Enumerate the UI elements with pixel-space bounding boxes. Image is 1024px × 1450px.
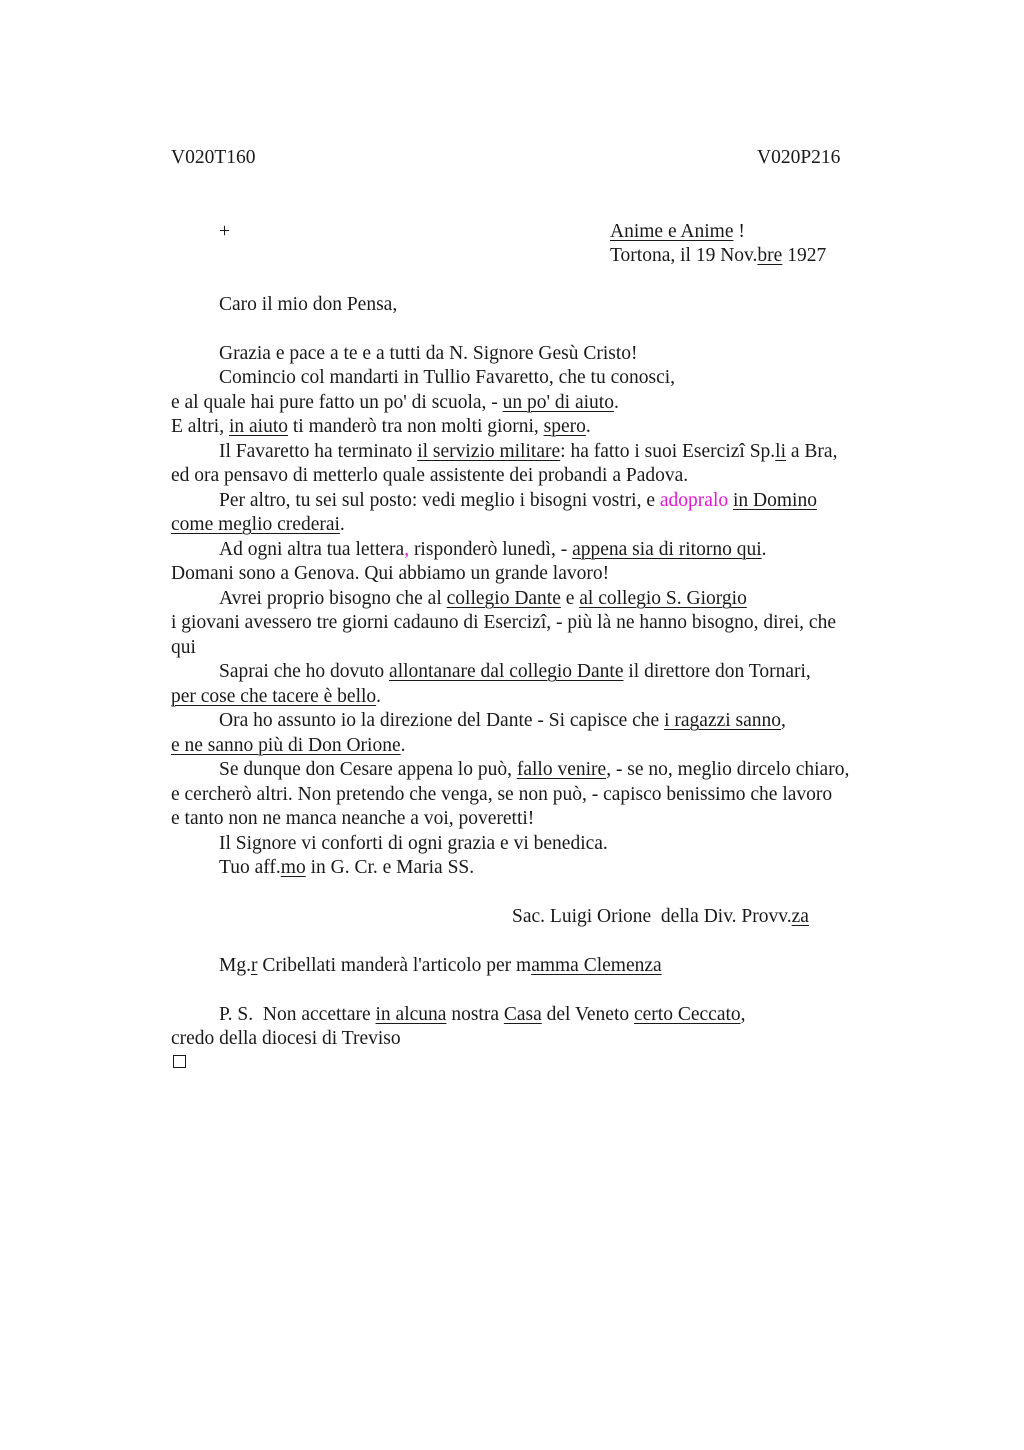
underlined-span: fallo venire [516, 759, 607, 780]
underlined-span: il servizio militare [417, 441, 561, 462]
body-line-1: Grazia e pace a te e a tutti da N. Signore Gesù Cristo! [219, 343, 638, 364]
doc-code-right: V020P216 [757, 147, 841, 168]
text-span: Ad ogni altra tua lettera [219, 539, 405, 560]
underlined-span: li [775, 441, 787, 462]
underlined-span: in aiuto [228, 416, 288, 437]
body-line-19: e cercherò altri. Non pretendo che venga, se non può, - capisco benissimo che lavoro [171, 784, 833, 805]
place-date-text: Tortona, il 19 Nov. [610, 245, 758, 266]
body-line-8 [171, 513, 345, 537]
text-span: Saprai che ho dovuto [219, 661, 390, 682]
body-line-6: ed ora pensavo di metterlo quale assistente dei probandi a Padova. [171, 465, 689, 486]
text-span: il direttore don Tornari, [623, 661, 811, 682]
highlighted-span: adopralo [659, 490, 729, 511]
body-line-10: Domani sono a Genova. Qui abbiamo un grande lavoro! [171, 563, 610, 584]
body-line-2: Comincio col mandarti in Tullio Favaretto, che tu conosci, [219, 367, 676, 388]
text-span: . [585, 416, 591, 437]
body-line-12 [171, 611, 836, 635]
text-span: i giovani avessero tre giorni cadauno di Esercizi, - più là ne hanno bisogno, direi, che [171, 612, 836, 633]
text-span: a Bra, [786, 441, 838, 462]
text-span: del Veneto [541, 1004, 634, 1025]
postscript-line-1 [219, 1003, 746, 1027]
body-line-16 [219, 709, 786, 733]
place-date-bre: bre [757, 245, 783, 266]
text-span: , - se no, meglio dircelo chiaro, [606, 759, 850, 780]
text-span: , [740, 1004, 746, 1025]
doc-code-left: V020T160 [171, 147, 256, 168]
signature-abbrev: za [791, 906, 809, 927]
text-span: Sp. [744, 441, 776, 462]
underlined-span: in alcuna [375, 1004, 447, 1025]
signature [512, 905, 809, 929]
text-span: . [761, 539, 767, 560]
body-line-22 [219, 856, 474, 880]
text-span: Tuo aff. [219, 857, 281, 878]
body-line-14 [219, 660, 811, 684]
text-span: in G. Cr. e Maria SS. [305, 857, 475, 878]
cross-mark: + [219, 221, 230, 242]
body-line-4 [171, 415, 591, 439]
underlined-span: collegio Dante [446, 588, 561, 609]
underlined-span: i ragazzi sanno [664, 710, 782, 731]
text-span: : ha fatto i suoi Esercizi [560, 441, 745, 462]
underlined-span: amma Clemenza [531, 955, 662, 976]
text-span: . [339, 514, 345, 535]
underlined-span: allontanare dal collegio Dante [389, 661, 624, 682]
motto-bang: ! [733, 221, 745, 242]
body-line-15 [171, 685, 381, 709]
text-span: . [376, 686, 382, 707]
text-span: E altri, [171, 416, 229, 437]
motto [610, 220, 745, 244]
note-line [219, 954, 662, 978]
salutation: Caro il mio don Pensa, [219, 294, 398, 315]
text-span: risponderò lunedì, - [409, 539, 573, 560]
postscript-line-2: credo della diocesi di Treviso [171, 1028, 401, 1049]
underlined-span: e ne sanno più di Don Orione [171, 735, 401, 756]
body-line-9 [219, 538, 767, 562]
body-line-18 [219, 758, 849, 782]
empty-square-icon [173, 1055, 186, 1068]
highlighted-span: , [404, 539, 410, 560]
text-span: ti manderò tra non molti giorni, [288, 416, 544, 437]
body-line-13: qui [171, 637, 196, 658]
underlined-span: certo Ceccato [634, 1004, 741, 1025]
text-span: Ora ho assunto io la direzione del Dante - Si capisce che [219, 710, 665, 731]
underlined-span: spero [543, 416, 586, 437]
text-span: e al quale hai pure fatto un po' di scuola, - [171, 392, 503, 413]
text-span: Il Favaretto ha terminato [219, 441, 418, 462]
body-line-20: e tanto non ne manca neanche a voi, poveretti! [171, 808, 535, 829]
text-span: Cribellati manderà l'articolo per m [257, 955, 532, 976]
underlined-span: mo [280, 857, 306, 878]
underlined-span: un po' di aiuto [502, 392, 614, 413]
motto-text: Anime e Anime [610, 221, 734, 242]
text-span: . [613, 392, 619, 413]
text-span: e [560, 588, 580, 609]
body-line-21: Il Signore vi conforti di ogni grazia e vi benedica. [219, 833, 608, 854]
text-span: . [400, 735, 406, 756]
text-span: Mg. [219, 955, 251, 976]
body-line-5 [219, 440, 837, 464]
text-span: Per altro, tu sei sul posto: vedi meglio i bisogni vostri, e [219, 490, 660, 511]
underlined-span: r [250, 955, 258, 976]
body-line-17 [171, 734, 406, 758]
place-date [610, 244, 826, 268]
underlined-span: al collegio S. Giorgio [579, 588, 747, 609]
signature-text: Sac. Luigi Orione della Div. Provv. [512, 906, 792, 927]
underlined-span: Casa [503, 1004, 542, 1025]
text-span: Se dunque don Cesare appena lo può, [219, 759, 517, 780]
text-span: P. S. Non accettare [219, 1004, 376, 1025]
text-span: Avrei proprio bisogno che al [219, 588, 447, 609]
text-span: , [781, 710, 786, 731]
text-span: nostra [446, 1004, 504, 1025]
body-line-7 [219, 489, 817, 513]
underlined-span: appena sia di ritorno qui [572, 539, 762, 560]
underlined-span: per cose che tacere è bello [171, 686, 377, 707]
body-line-11 [219, 587, 747, 611]
place-date-year: 1927 [782, 245, 827, 266]
underlined-span: in Domino [733, 490, 817, 511]
underlined-span: come meglio crederai [171, 514, 340, 535]
body-line-3 [171, 391, 619, 415]
